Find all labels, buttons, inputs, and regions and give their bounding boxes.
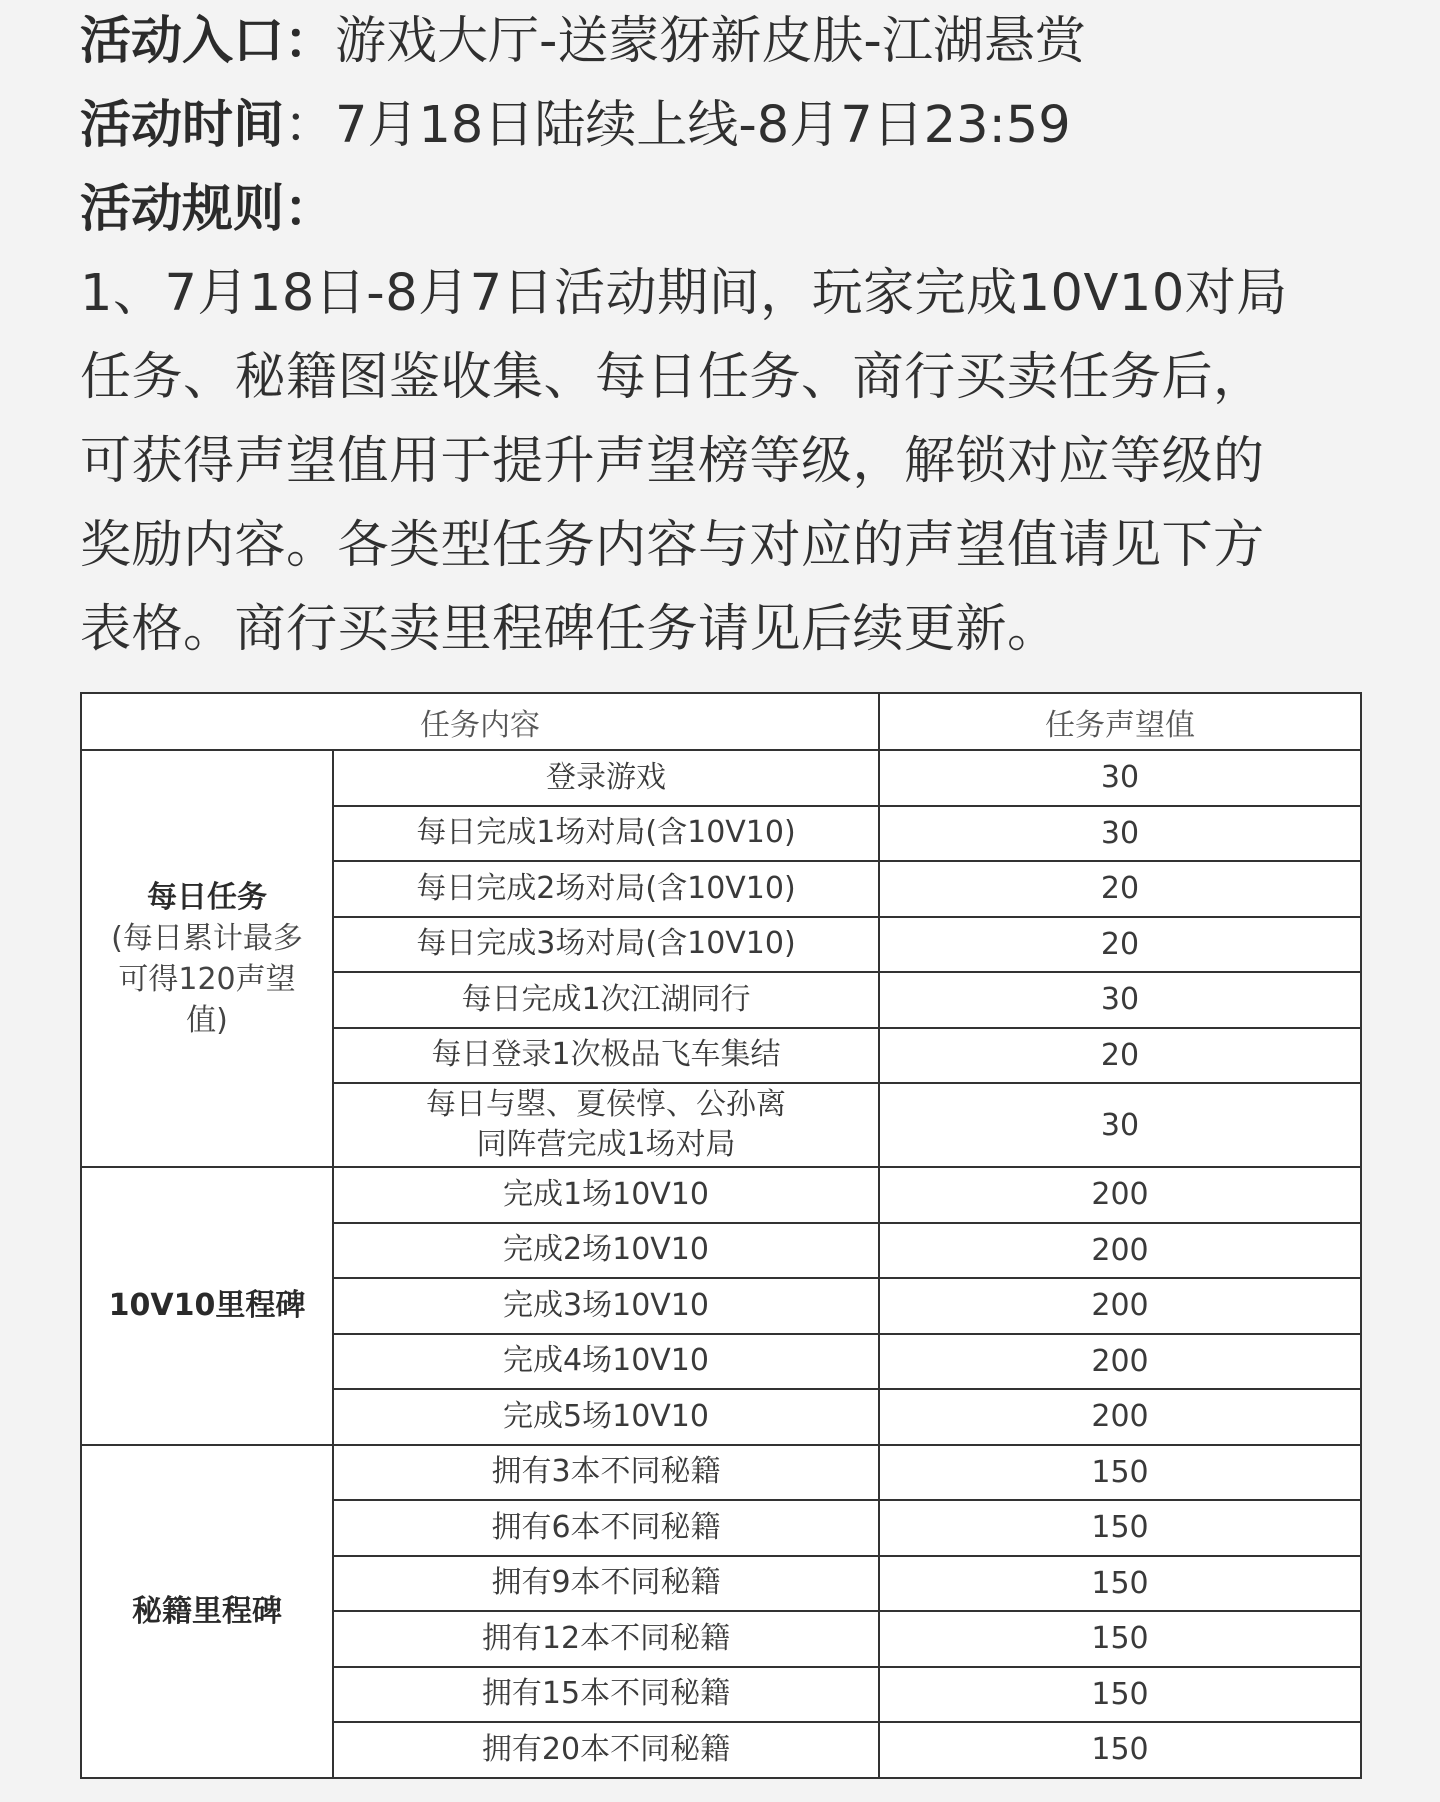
- group-daily-tasks: [81, 750, 333, 1167]
- rules-line-1: 1、7月18日-8月7日活动期间，玩家完成10V10对局: [80, 264, 1288, 323]
- table-header-row: [81, 693, 1361, 750]
- task-cell: 拥有12本不同秘籍: [333, 1611, 879, 1667]
- value-cell: 20: [879, 1028, 1361, 1084]
- group-title: 每日任务: [147, 879, 267, 915]
- rules-label: 活动规则：: [80, 180, 336, 239]
- value-cell: 20: [879, 917, 1361, 973]
- value-cell: 20: [879, 861, 1361, 917]
- rules-text: [80, 252, 1380, 672]
- task-cell: 完成4场10V10: [333, 1334, 879, 1390]
- task-cell: 每日完成3场对局(含10V10): [333, 917, 879, 973]
- task-cell: 登录游戏: [333, 750, 879, 806]
- header-task-content: 任务内容: [81, 693, 879, 750]
- task-cell: 每日完成1场对局(含10V10): [333, 806, 879, 862]
- task-text-line-1: 每日与曌、夏侯惇、公孙离: [426, 1087, 786, 1122]
- value-cell: 30: [879, 750, 1361, 806]
- value-cell: 200: [879, 1223, 1361, 1279]
- task-cell: 拥有3本不同秘籍: [333, 1445, 879, 1501]
- value-cell: 150: [879, 1667, 1361, 1723]
- task-cell: 拥有6本不同秘籍: [333, 1500, 879, 1556]
- task-cell: 完成2场10V10: [333, 1223, 879, 1279]
- header-reputation-value: 任务声望值: [879, 693, 1361, 750]
- group-10v10-milestones: [81, 1167, 333, 1445]
- value-cell: 150: [879, 1556, 1361, 1612]
- group-secret-book-milestones: [81, 1445, 333, 1778]
- value-cell: 150: [879, 1722, 1361, 1778]
- task-cell: 拥有9本不同秘籍: [333, 1556, 879, 1612]
- group-note: (每日累计最多可得120声望值): [111, 920, 303, 1038]
- rules-line-4: 奖励内容。各类型任务内容与对应的声望值请见下方: [80, 516, 1265, 575]
- task-cell: 拥有15本不同秘籍: [333, 1667, 879, 1723]
- value-cell: 30: [879, 806, 1361, 862]
- reputation-task-table: [80, 692, 1362, 1779]
- value-cell: 150: [879, 1611, 1361, 1667]
- group-title: 秘籍里程碑: [132, 1593, 282, 1629]
- task-cell: 拥有20本不同秘籍: [333, 1722, 879, 1778]
- rules-line: [80, 168, 1380, 252]
- time-line: [80, 84, 1380, 168]
- time-label: 活动时间: [80, 96, 285, 155]
- entry-label: 活动入口：: [80, 12, 336, 71]
- rules-line-2: 任务、秘籍图鉴收集、每日任务、商行买卖任务后，: [80, 348, 1265, 407]
- rules-line-5: 表格。商行买卖里程碑任务请见后续更新。: [80, 600, 1059, 659]
- task-text-line-2: 同阵营完成1场对局: [476, 1127, 736, 1162]
- table-row: [81, 1167, 1361, 1223]
- value-cell: 200: [879, 1278, 1361, 1334]
- activity-intro: [80, 0, 1380, 672]
- time-value: 7月18日陆续上线-8月7日23:59: [335, 96, 1071, 155]
- task-cell: 每日完成2场对局(含10V10): [333, 861, 879, 917]
- task-cell: 每日登录1次极品飞车集结: [333, 1028, 879, 1084]
- value-cell: 150: [879, 1445, 1361, 1501]
- time-separator: ：: [284, 96, 336, 155]
- task-cell: 每日完成1次江湖同行: [333, 972, 879, 1028]
- task-cell: 完成5场10V10: [333, 1389, 879, 1445]
- value-cell: 200: [879, 1167, 1361, 1223]
- entry-line: [80, 0, 1380, 84]
- table-row: [81, 1445, 1361, 1501]
- value-cell: 30: [879, 1083, 1361, 1167]
- task-cell: 完成3场10V10: [333, 1278, 879, 1334]
- table-row: [81, 750, 1361, 806]
- group-title: 10V10里程碑: [108, 1288, 306, 1324]
- value-cell: 30: [879, 972, 1361, 1028]
- rules-line-3: 可获得声望值用于提升声望榜等级，解锁对应等级的: [80, 432, 1265, 491]
- value-cell: 200: [879, 1389, 1361, 1445]
- task-cell: [333, 1083, 879, 1167]
- entry-value: 游戏大厅-送蒙犽新皮肤-江湖悬赏: [335, 12, 1086, 71]
- task-cell: 完成1场10V10: [333, 1167, 879, 1223]
- value-cell: 150: [879, 1500, 1361, 1556]
- value-cell: 200: [879, 1334, 1361, 1390]
